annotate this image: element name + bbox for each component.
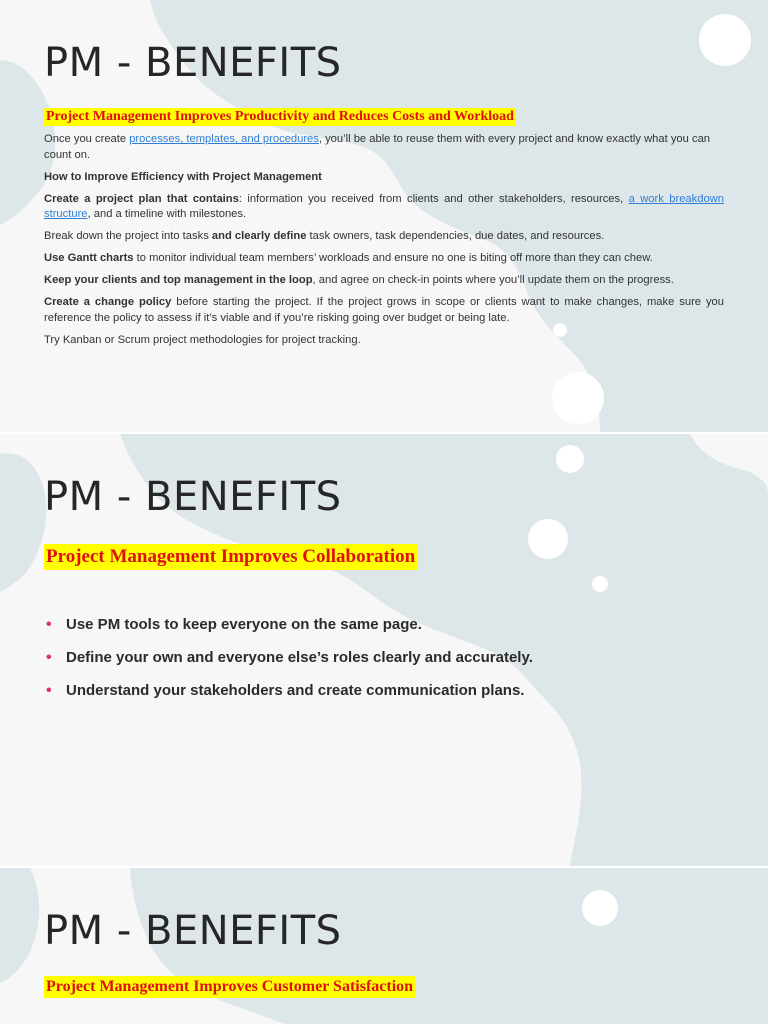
gantt-text: to monitor individual team members’ workloads and ensure no one is biting off more than they can chew. [133,252,653,264]
loop-paragraph [44,273,724,289]
plan-text: : information you received from clients and other stakeholders, resources, [238,192,629,205]
slide-1 [0,0,768,432]
bullet-list [44,614,533,713]
slide-title: PM - BENEFITS [44,40,342,86]
bullet-dot-icon: • [46,616,52,633]
plan-bold: Create a project plan that contains [44,192,239,205]
loop-text: , and agree on check-in points where you’ll update them on the progress. [312,274,674,286]
slide-heading: Project Management Improves Collaboration [44,544,417,570]
intro-paragraph [44,132,724,163]
bullet-text: Define your own and everyone else’s roles clearly and accurately. [66,649,533,666]
bullet-dot-icon: • [46,649,52,666]
change-text: before starting the project. If the project grows in scope or clients want to make changes, make sure you reference the policy to assess if it’s viable and if you’re risking going over budget or being late. [44,296,724,324]
list-item [44,680,533,713]
slide-heading: Project Management Improves Customer Satisfaction [44,976,415,998]
intro-text-end: , you’ll be able to reuse them with every project and know exactly what you can count on. [44,133,711,161]
change-paragraph [44,295,724,326]
list-item [44,647,533,680]
plan-text-end: , and a timeline with milestones. [87,208,247,220]
loop-bold: Keep your clients and top management in the loop [44,274,313,286]
bullet-dot-icon: • [46,682,52,699]
bullet-text: Use PM tools to keep everyone on the same page. [66,616,422,633]
gantt-bold: Use Gantt charts [44,252,134,264]
slide-3 [0,868,768,1024]
slide-heading: Project Management Improves Productivity and Reduces Costs and Workload [46,109,514,124]
slide-body [44,132,724,355]
efficiency-subheading: How to Improve Efficiency with Project Management [44,170,322,183]
plan-paragraph [44,192,724,223]
breakdown-bold: and clearly define [211,230,307,242]
intro-text: Once you create [44,133,130,145]
kanban-paragraph: Try Kanban or Scrum project methodologies for project tracking. [44,333,361,346]
bullet-text: Understand your stakeholders and create communication plans. [66,682,525,699]
breakdown-text: Break down the project into tasks [44,230,212,242]
change-bold: Create a change policy [44,296,172,308]
slide-2 [0,434,768,866]
processes-link[interactable]: processes, templates, and procedures [129,133,319,145]
breakdown-text-end: task owners, task dependencies, due dates, and resources. [306,230,605,242]
slide-title: PM - BENEFITS [44,474,342,520]
slide-title: PM - BENEFITS [44,908,342,954]
wbs-link[interactable]: a work breakdown structure [44,192,724,220]
gantt-paragraph [44,251,724,267]
list-item [44,614,533,647]
breakdown-paragraph [44,229,724,245]
